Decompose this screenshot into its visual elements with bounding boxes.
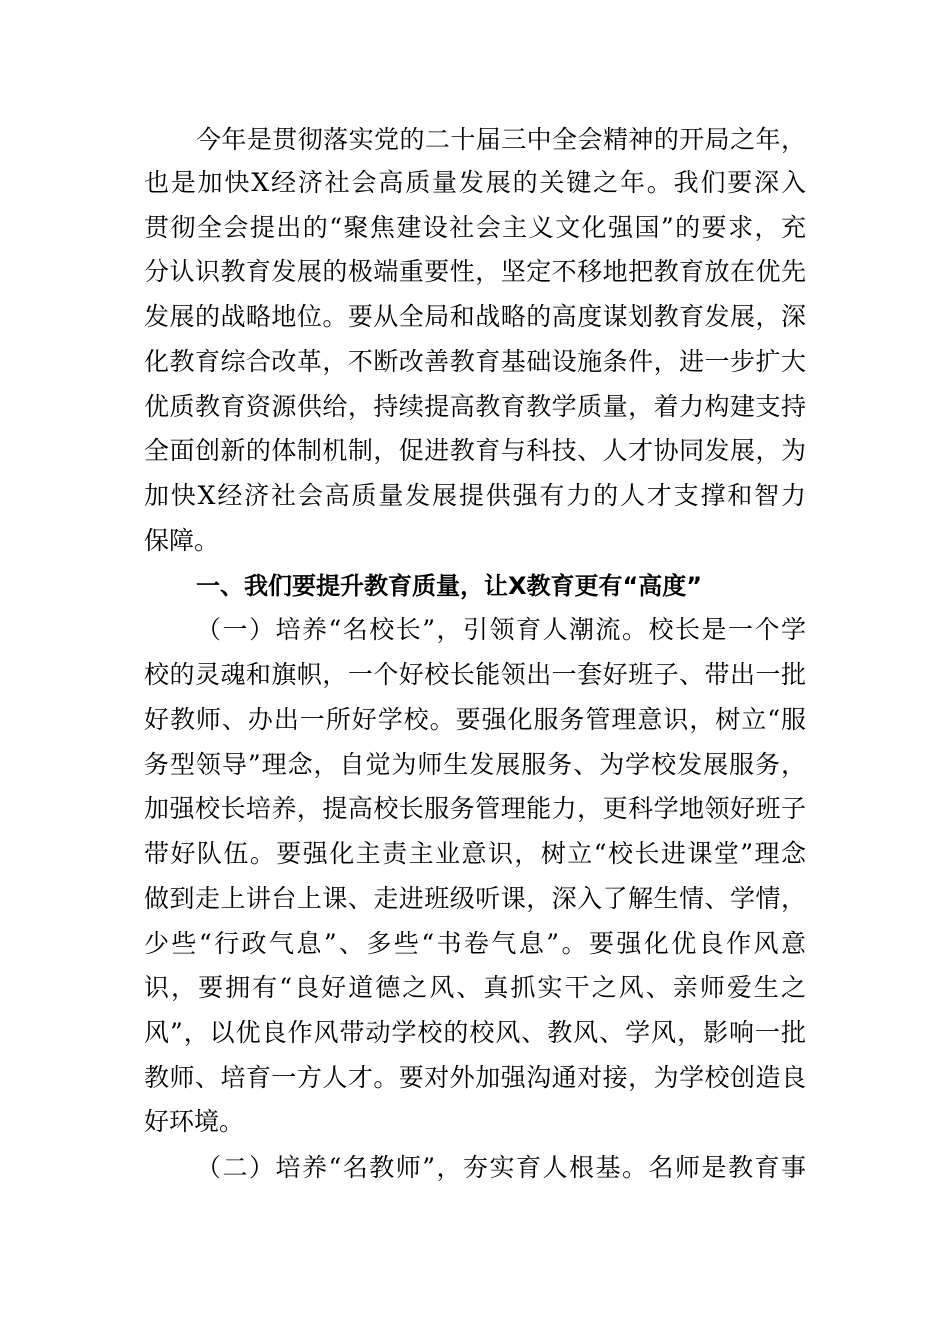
paragraph-1-line-6: 化教育综合改革，不断改善教育基础设施条件，进一步扩大 [144,347,806,376]
paragraph-2-line-1: （一）培养“名校长”，引领育人潮流。校长是一个学 [196,615,806,644]
paragraph-1-line-10: 保障。 [144,526,220,555]
paragraph-1-line-5: 发展的战略地位。要从全局和战略的高度谋划教育发展，深 [144,302,806,331]
paragraph-1-line-3: 贯彻全会提出的“聚焦建设社会主义文化强国”的要求，充 [144,213,806,242]
paragraph-1-line-2: 也是加快X经济社会高质量发展的关键之年。我们要深入 [144,168,806,197]
paragraph-2-line-8: 少些“行政气息”、多些“书卷气息”。要强化优良作风意 [144,929,806,958]
section-heading-1: 一、我们要提升教育质量，让X教育更有“高度” [196,572,703,600]
paragraph-2-line-2: 校的灵魂和旗帜，一个好校长能领出一套好班子、带出一批 [144,660,806,689]
paragraph-1-line-1: 今年是贯彻落实党的二十届三中全会精神的开局之年， [196,125,806,154]
paragraph-1-line-4: 分认识教育发展的极端重要性，坚定不移地把教育放在优先 [144,257,806,286]
paragraph-2-line-10: 风”，以优良作风带动学校的校风、教风、学风，影响一批 [144,1018,806,1047]
paragraph-2-line-9: 识，要拥有“良好道德之风、真抓实干之风、亲师爱生之 [144,973,806,1002]
paragraph-2-line-6: 带好队伍。要强化主责主业意识，树立“校长进课堂”理念 [144,839,806,868]
paragraph-2-line-3: 好教师、办出一所好学校。要强化服务管理意识，树立“服 [144,705,806,734]
paragraph-2-line-7: 做到走上讲台上课、走进班级听课，深入了解生情、学情， [144,884,806,913]
paragraph-2-line-11: 教师、培育一方人才。要对外加强沟通对接，为学校创造良 [144,1063,806,1092]
paragraph-2-line-4: 务型领导”理念，自觉为师生发展服务、为学校发展服务， [144,750,806,779]
paragraph-3-line-1: （二）培养“名教师”，夯实育人根基。名师是教育事 [196,1153,806,1182]
paragraph-1-line-9: 加快X经济社会高质量发展提供强有力的人才支撑和智力 [144,481,806,510]
paragraph-1-line-8: 全面创新的体制机制，促进教育与科技、人才协同发展，为 [144,436,806,465]
paragraph-2-line-12: 好环境。 [144,1107,245,1136]
paragraph-2-line-5: 加强校长培养，提高校长服务管理能力，更科学地领好班子 [144,794,806,823]
paragraph-1-line-7: 优质教育资源供给，持续提高教育教学质量，着力构建支持 [144,392,806,421]
